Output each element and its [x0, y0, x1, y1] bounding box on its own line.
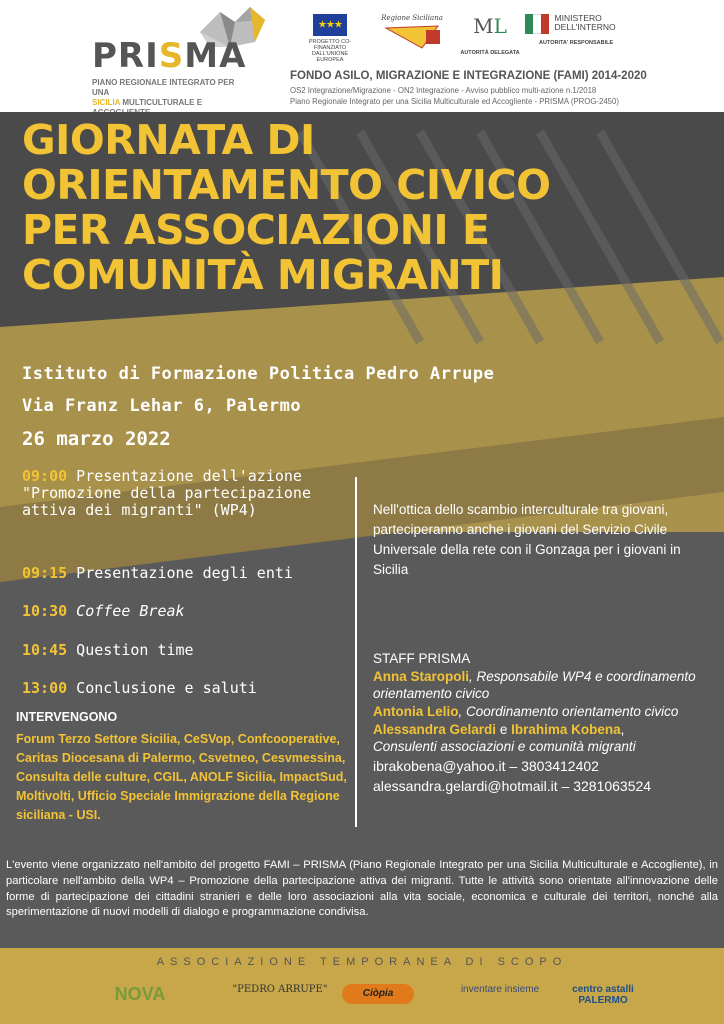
eu-stars-icon: ★★★	[318, 19, 342, 31]
intercultural-note: Nell'ottica dello scambio interculturale tra giovani, parteciperanno anche i giovani del Servizio Civile Universale della rete con il Gonzaga per i giovani in Sicilia	[373, 502, 681, 577]
partner-logo-arrupe: "PEDRO ARRUPE"	[232, 984, 328, 995]
ministry-logo: MINISTERO DELL'INTERNO AUTORITA' RESPONSABILE	[525, 14, 635, 66]
agenda-item: 09:00 Presentazione dell'azione "Promozione della partecipazione attiva dei migranti" (WP4)	[22, 467, 311, 519]
region-logo: Regione Siciliana	[366, 14, 458, 66]
agenda-item: 10:45 Question time	[22, 641, 194, 659]
speakers-heading: INTERVENGONO	[16, 710, 118, 724]
prisma-logo-text: PRISMA	[92, 36, 247, 76]
partner-logo-inventare-insieme: inventare insieme	[460, 984, 540, 995]
venue-address: Via Franz Lehar 6, Palermo	[22, 396, 302, 416]
italy-flag-icon	[525, 14, 533, 34]
ml-logo-icon: ML	[473, 14, 507, 38]
prisma-logo-subtitle: PIANO REGIONALE INTEGRATO PER UNA SICILIA MULTICULTURALE E	[92, 78, 235, 107]
staff-member: Anna Staropoli, Responsabile WP4 e coordinamento orientamento civico	[373, 669, 696, 701]
venue-name: Istituto di Formazione Politica Pedro Arrupe	[22, 364, 495, 384]
sicily-map-icon	[382, 22, 442, 50]
staff-heading: STAFF PRISMA	[373, 651, 471, 666]
partner-logo-centro-astalli: centro astalli PALERMO	[572, 984, 634, 1006]
fondo-line-1: OS2 Integrazione/Migrazione - ON2 Integrazione - Avviso pubblico multi-azione n.1/2018	[290, 86, 597, 95]
partners-band	[0, 948, 724, 1024]
agenda-item: 10:30 Coffee Break	[22, 602, 185, 620]
delegate-authority-logo: ML AUTORITÀ DELEGATA	[460, 14, 520, 56]
staff-member: Alessandra Gelardi e Ibrahima Kobena, Consulenti associazioni e comunità migranti	[373, 722, 636, 754]
partner-logo-nova: NOVA	[114, 984, 166, 1004]
event-date: 26 marzo 2022	[22, 428, 171, 450]
event-description: L'evento viene organizzato nell'ambito del progetto FAMI – PRISMA (Piano Regionale Integrato per una Sicilia Multiculturale e Accogliente), in particolare nell'ambito della WP4 – Promozione della partecipazione attiva dei migranti. Tutte le attività sono orientate all'innovazione delle forme di partecipazione dei cittadini stranieri e delle loro associazioni alla vita sociale, economica e culturale dei territori, nonché alla sperimentazione di nuovi modelli di dialogo e programmazione condivisa.	[6, 859, 718, 919]
agenda-item: 09:15 Presentazione degli enti	[22, 564, 293, 582]
header	[0, 0, 724, 112]
event-title: GIORNATA DI ORIENTAMENTO CIVICO PER ASSOCIAZIONI E COMUNITÀ MIGRANTI	[22, 116, 551, 299]
fondo-title: FONDO ASILO, MIGRAZIONE E INTEGRAZIONE (FAMI) 2014-2020	[290, 70, 647, 82]
fondo-line-2: Piano Regionale Integrato per una Sicilia Multiculturale ed Accogliente - PRISMA (PROG-2450)	[290, 97, 619, 106]
staff-member: Antonia Lelio, Coordinamento orientamento civico	[373, 704, 679, 719]
staff-section	[373, 650, 708, 796]
partner-logo-ciopia: Ciòpia	[342, 984, 414, 1004]
agenda-item: 13:00 Conclusione e saluti	[22, 679, 257, 697]
contact-email-gelardi: alessandra.gelardi@hotmail.it – 3281063524	[373, 778, 652, 794]
eu-logo: ★★★ PROGETTO CO-FINANZIATO DALL'UNIONE EUROPEA	[300, 14, 360, 66]
partners-heading: ASSOCIAZIONE TEMPORANEA DI SCOPO	[156, 956, 568, 968]
main-poster-area	[0, 112, 724, 948]
speakers-list: Forum Terzo Settore Sicilia, CeSVop, Confcooperative, Caritas Diocesana di Palermo, Csvetneo, Cesvmessina, Consulta delle culture, CGIL, ANOLF Sicilia, ImpactSud, Moltivolti, Ufficio Speciale Immigrazione della Regione siciliana - USI.	[16, 732, 347, 822]
contact-email-kobena: ibrakobena@yahoo.it – 3803412402	[373, 758, 599, 774]
